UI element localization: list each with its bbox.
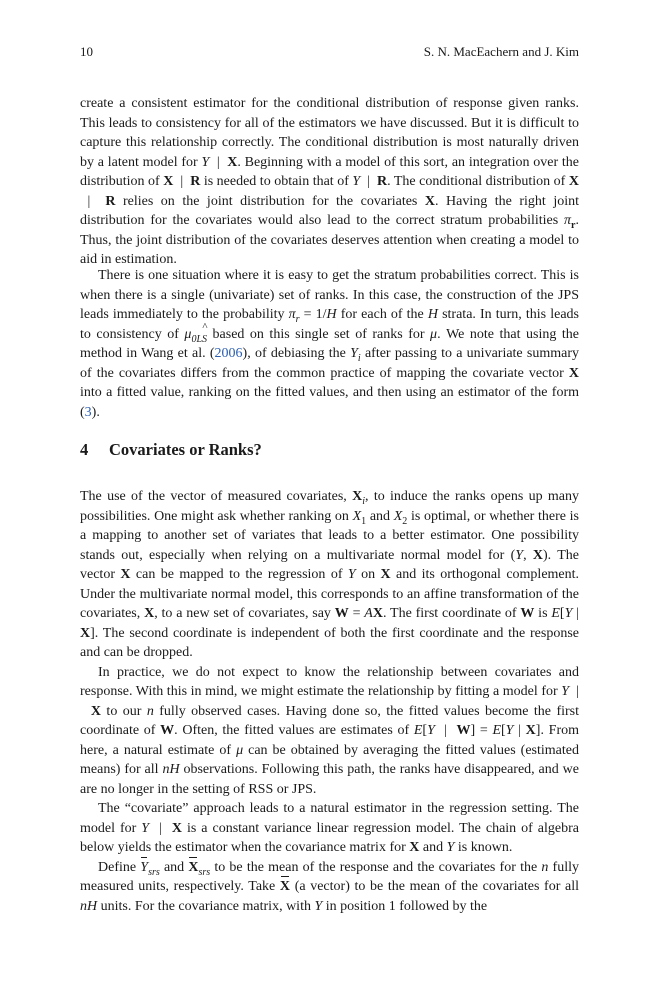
running-head-authors: S. N. MacEachern and J. Kim: [423, 44, 579, 59]
running-head: [80, 44, 579, 62]
paragraph-continued: create a consistent estimator for the conditional distribution of response given ranks. This leads to consistency for all of the estimators we have discussed. But it is difficult to capture this relationship correctly. The conditional distribution is most naturally driven by a latent model for Y | X. Beginning with a model of this sort, an integration over the distribution of X | R is needed to obtain that of Y | R. The conditional distribution of X | R relies on the joint distribution for the covariates X. Having the right joint distribution for the covariates would also lead to the correct stratum probabilities $\pi_r$. Thus, the joint distribution of the covariates deserves attention when creating a model to aid in estimation.: [80, 96, 579, 267]
citation-wang-link[interactable]: 2006: [214, 346, 243, 361]
section-heading: [80, 440, 579, 460]
section-title: Covariates or Ranks?: [109, 440, 262, 459]
page-number: 10: [80, 44, 93, 59]
section-number: 4: [80, 440, 89, 459]
equation-ref-link[interactable]: 3: [84, 404, 92, 420]
paragraph-univariate-ranks: There is one situation where it is easy to get the stratum probabilities correct. This is when there is a single (univariate) set of ranks. In this case, the construction of the JPS leads immediately to the probability $\pi_r = 1/H$ for each of the H strata. In turn, this leads to consistency of ^ $\mu_{0LS}$ based on this single set of ranks for μ. We note that using the method in Wang et al. (2006), of debiasing the $Y_i$ after passing to a univariate summary of the covariates differs from the common practice of mapping the covariate vector X into a fitted value, ranking on the fitted values, and then using an estimator of the form (3).: [80, 266, 579, 422]
section-body: The use of the vector of measured covariates, $X_i$, to induce the ranks opens up many possibilities. One might ask whether ranking on $X_1$ and $X_2$ is optimal, or whether there is a mapping to another set of variates that leads to a better estimator. One possibility stands out, especially when relying on a multivariate normal model for (Y, X). The vector X can be mapped to the regression of Y on X and its orthogonal complement. Under the multivariate normal model, this corresponds to an affine transformation of the covariates, X, to a new set of covariates, say W = AX. The first coordinate of W is E[Y | X]. The second coordinate is independent of both the first coordinate and the response and can be dropped. In practice, we do not expect to know the relationship between covariates and response. With this in mind, we might estimate the relationship by fitting a model for Y | X to our n fully observed cases. Having done so, the fitted values become the first coordinate of W. Often, the fitted values are estimates of E[Y | W] = E[Y | X]. From here, a natural estimate of μ can be obtained by averaging the fitted values (estimated means) for all nH observations. Following this path, the ranks have disappeared, and we are no longer in the setting of RSS or JPS. The “covariate” approach leads to a natural estimator in the regression setting. The model for Y | X is a constant variance linear regression model. The chain of algebra below yields the estimator when the covariance matrix for X and Y is known. Define $Y_{srs}$ and $X_{srs}$ to be the mean of the response and the covariates for the n fully measured units, respectively. Take X (a vector) to be the mean of the covariates for all nH units. For the covariance matrix, with Y in position 1 followed by the: [80, 489, 580, 914]
